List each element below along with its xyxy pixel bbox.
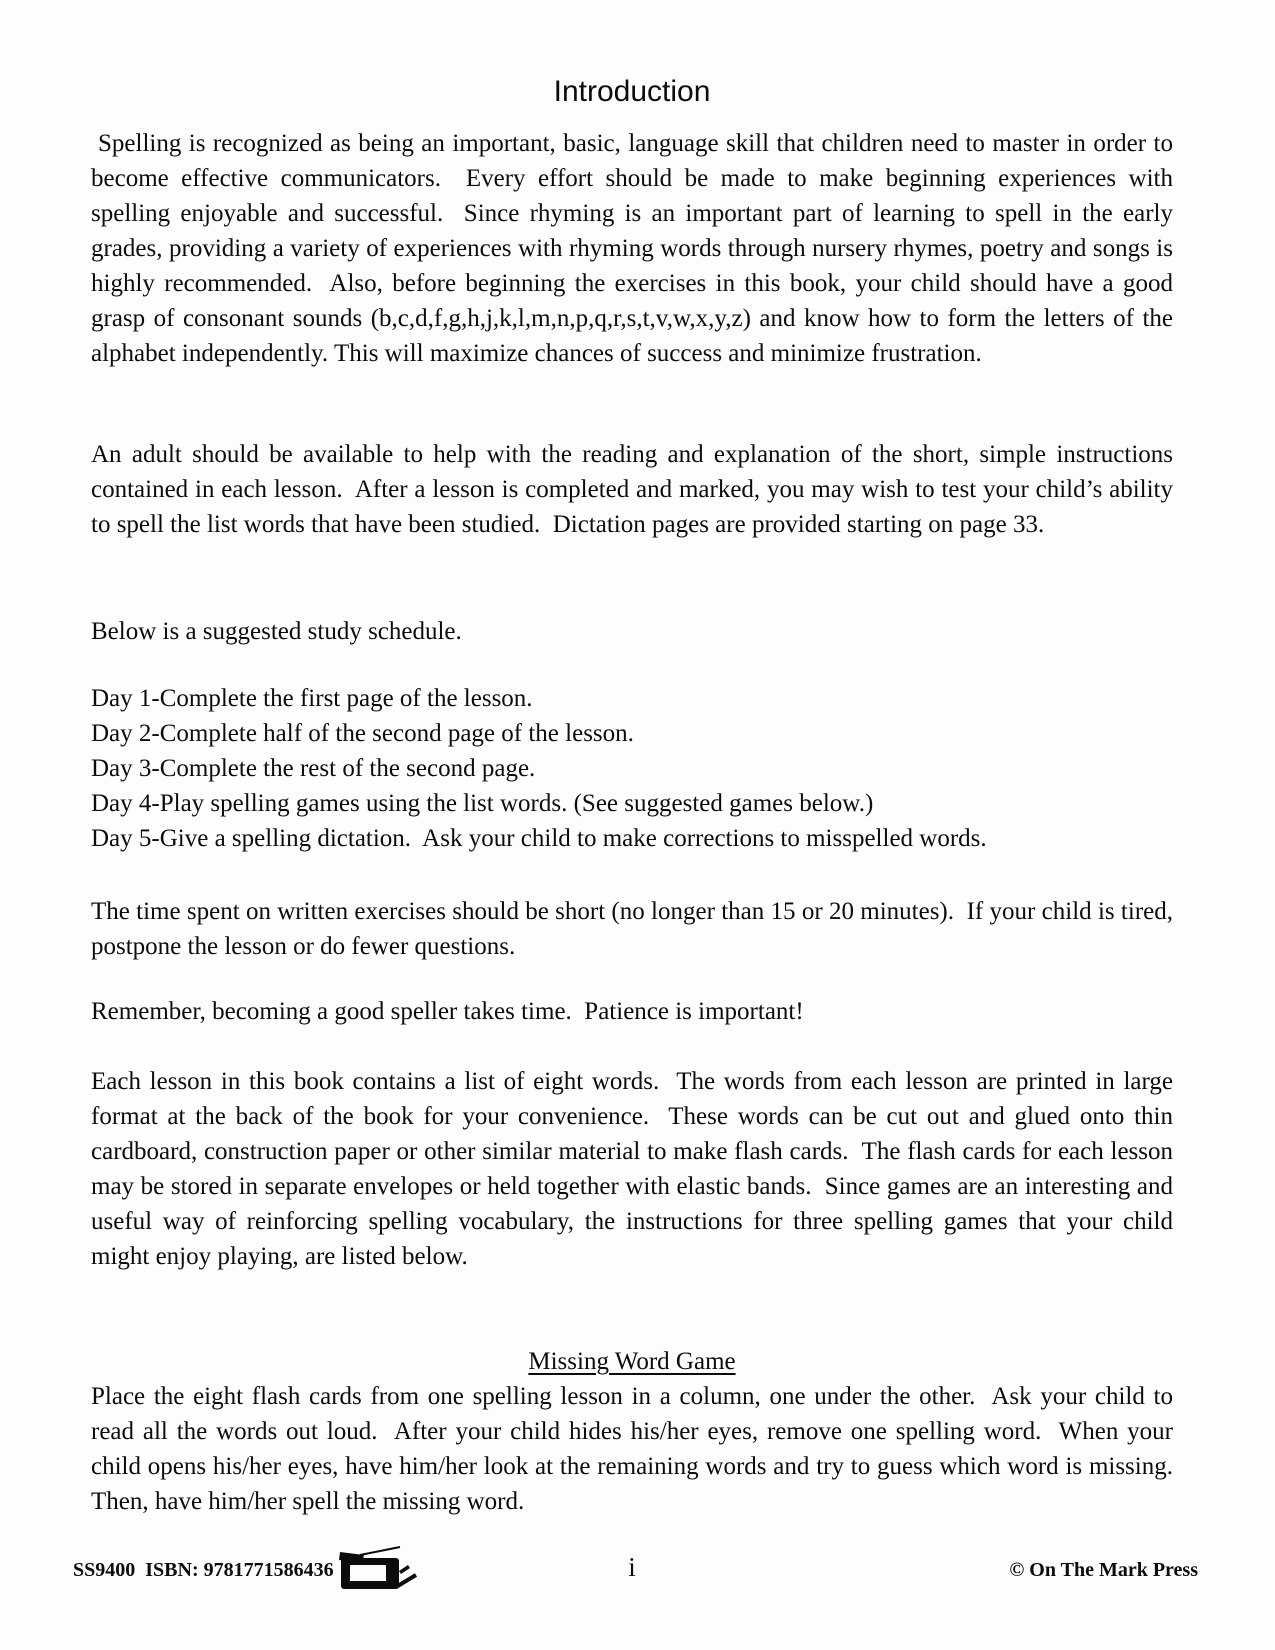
paragraph-time-spent: The time spent on written exercises should be short (no longer than 15 or 20 minutes). If your child is tired, postpone the lesson or do fewer questions. xyxy=(91,898,1180,960)
game-section-body: Place the eight flash cards from one spelling lesson in a column, one under the other. Ask your child to read all the words out loud. After your child hides his/her eyes, remove one spelling word. When your child opens his/her eyes, have him/her look at the remaining words and try to guess which word is missing. Then, have him/her spell the missing word. xyxy=(91,1383,1186,1515)
schedule-item-day3: Day 3-Complete the rest of the second page. xyxy=(91,755,536,782)
schedule-item-day4: Day 4-Play spelling games using the list words. (See suggested games below.) xyxy=(91,790,874,817)
schedule-item-day2: Day 2-Complete half of the second page of the lesson. xyxy=(91,720,634,747)
schedule-item-day5: Day 5-Give a spelling dictation. Ask your child to make corrections to misspelled words. xyxy=(91,825,987,852)
game-section-heading: Missing Word Game xyxy=(528,1348,736,1375)
study-schedule-list xyxy=(91,681,1173,856)
copyright-notice: © On The Mark Press xyxy=(1009,1559,1198,1581)
page-title: Introduction xyxy=(553,75,711,108)
paragraph-flash-cards: Each lesson in this book contains a list of eight words. The words from each lesson are printed in large format at the back of the book for your convenience. These words can be cut out and glued onto thin cardboard, construction paper or other similar material to make flash cards. The flash cards for each lesson may be stored in separate envelopes or held together with elastic bands. Since games are an interesting and useful way of reinforcing spelling vocabulary, the instructions for three spelling games that your child might enjoy playing, are listed below. xyxy=(91,1068,1180,1270)
schedule-item-day1: Day 1-Complete the first page of the lesson. xyxy=(91,685,533,712)
isbn-number: ISBN: 9781771586436 xyxy=(145,1559,334,1581)
paragraph-adult-help: An adult should be available to help with the reading and explanation of the short, simple instructions contained in each lesson. After a lesson is completed and marked, you may wish to test your child’s ability to spell the list words that have been studied. Dictation pages are provided starting on page 33. xyxy=(91,441,1180,538)
paragraph-schedule-intro: Below is a suggested study schedule. xyxy=(91,618,462,645)
page-number: i xyxy=(628,1552,636,1582)
paragraph-patience: Remember, becoming a good speller takes time. Patience is important! xyxy=(91,998,804,1025)
missing-word-game-section xyxy=(91,1344,1186,1519)
product-code: SS9400 xyxy=(73,1559,136,1581)
paragraph-spelling-overview: Spelling is recognized as being an important, basic, language skill that children need to master in order to become effective communicators. Every effort should be made to make beginning experiences with spelling enjoyable and successful. Since rhyming is an important part of learning to spell in the early grades, providing a variety of experiences with rhyming words through nursery rhymes, poetry and songs is highly recommended. Also, before beginning the exercises in this book, your child should have a good grasp of consonant sounds (b,c,d,f,g,h,j,k,l,m,n,p,q,r,s,t,v,w,x,y,z) and know how to form the letters of the alphabet independently. This will maximize chances of success and minimize frustration. xyxy=(91,130,1180,367)
